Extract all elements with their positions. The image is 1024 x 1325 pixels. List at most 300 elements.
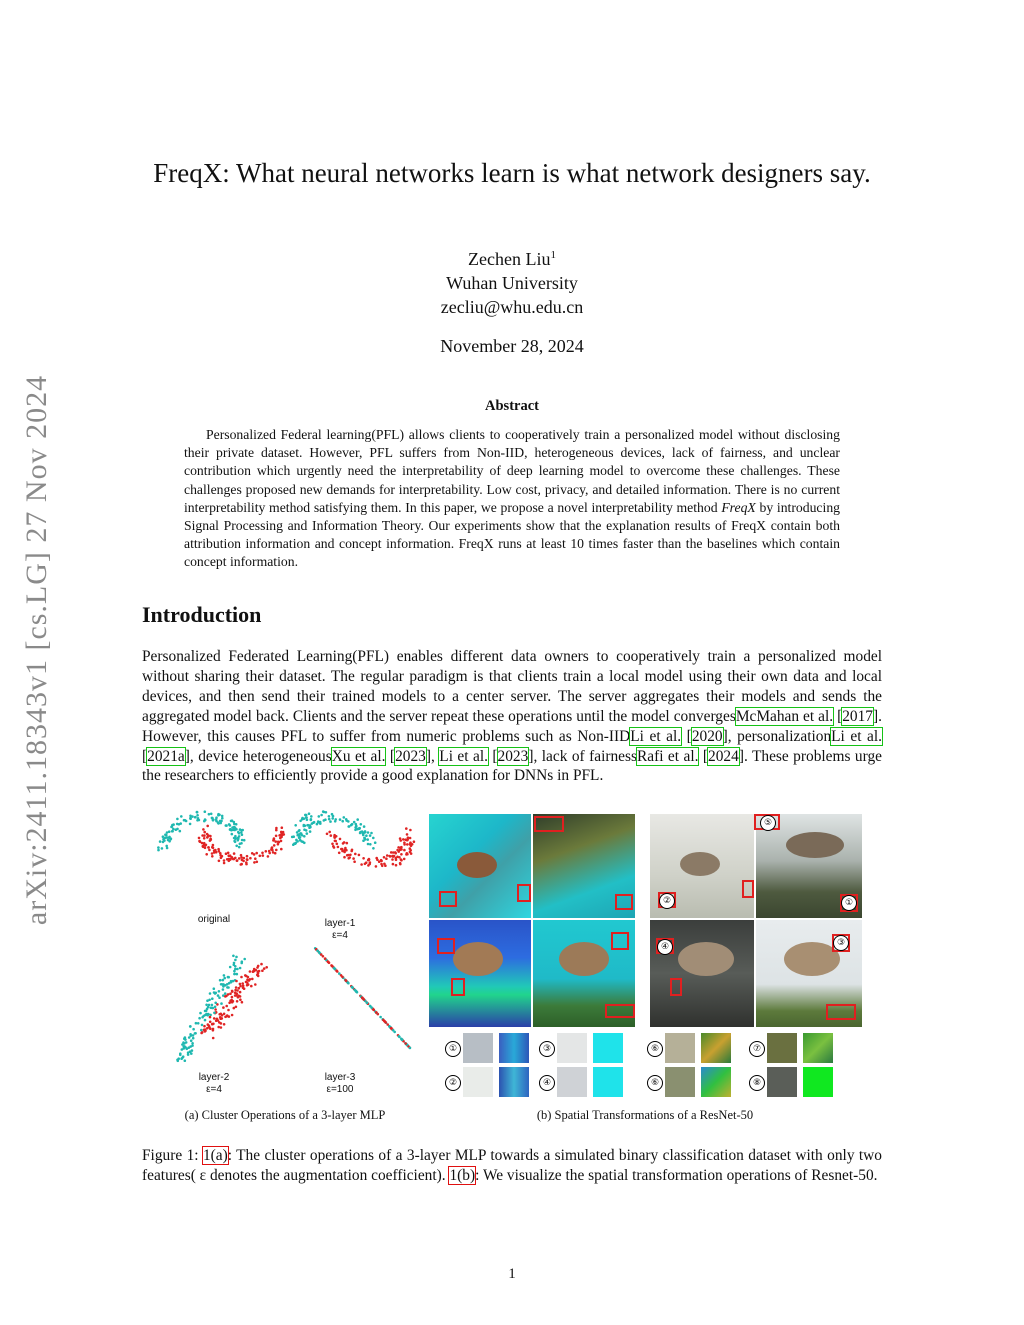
scatter-point <box>413 840 416 843</box>
scatter-point <box>246 855 249 858</box>
patch <box>803 1033 833 1063</box>
introduction-paragraph: Personalized Federated Learning(PFL) enables different data owners to cooperatively train a personalized model without sharing their dataset. The regular paradigm is that clients train a local model using their own data and local devices, and then send their trained models to a center server. The server aggregates their models and sends the aggregated model back. Clients and the server repeat these operations until the model convergesMcMahan et al. [2017]. However, this causes PFL to suffer from numeric problems such as Non-IIDLi et al. [2020], personalizationLi et al. [2021a], device heterogeneousXu et al. [2023], Li et al. [2023], lack of fairnessRafi et al. [2024]. These problems urge the researchers to efficiently provide a good explanation for DNNs in PFL. <box>142 648 882 785</box>
scatter-point <box>234 837 237 840</box>
scatter-point <box>180 1057 183 1060</box>
scatter-point <box>234 959 237 962</box>
scatter-point <box>211 1004 214 1007</box>
scatter-point <box>251 978 254 981</box>
marker-6: ⑥ <box>647 1041 663 1057</box>
scatter-point <box>223 862 226 865</box>
scatter-point <box>256 861 259 864</box>
abstract-heading: Abstract <box>485 398 539 414</box>
scatter-point <box>172 828 175 831</box>
scatter-point <box>385 857 388 860</box>
scatter-point <box>366 1002 369 1005</box>
scatter-point <box>400 858 403 861</box>
marker-2: ② <box>445 1075 461 1091</box>
scatter-point <box>161 847 164 850</box>
highlight-box <box>611 932 629 950</box>
scatter-point <box>312 821 315 824</box>
scatter-point <box>221 815 224 818</box>
scatter-point <box>201 1024 204 1027</box>
scatter-point <box>171 830 174 833</box>
page-number: 1 <box>508 1266 516 1282</box>
scatter-point <box>253 861 256 864</box>
scatter-point <box>225 824 228 827</box>
scatter-point <box>263 967 266 970</box>
scatter-point <box>326 833 329 836</box>
abstract-body <box>184 426 840 572</box>
scatter-point <box>262 854 265 857</box>
scatter-point <box>192 1034 195 1037</box>
scatter-point <box>341 848 344 851</box>
scatter-point <box>318 815 321 818</box>
scatter-point <box>195 1022 198 1025</box>
scatter-point <box>247 983 250 986</box>
scatter-point <box>303 818 306 821</box>
scatter-point <box>239 995 242 998</box>
scatter-point <box>409 829 412 832</box>
scatter-point <box>376 859 379 862</box>
scatter-point <box>399 846 402 849</box>
scatter-point <box>238 857 241 860</box>
scatter-point <box>223 1013 226 1016</box>
subcaption-b: (b) Spatial Transformations of a ResNet-50 <box>536 1108 754 1122</box>
patch <box>767 1033 797 1063</box>
scatter-point <box>233 973 236 976</box>
scatter-point <box>203 834 206 837</box>
scatter-point <box>166 831 169 834</box>
scatter-point <box>339 838 342 841</box>
patch <box>803 1067 833 1097</box>
scatter-point <box>227 976 230 979</box>
arxiv-identifier: arXiv:2411.18343v1 [cs.LG] 27 Nov 2024 <box>20 374 53 926</box>
scatter-point <box>191 1049 194 1052</box>
scatter-point <box>209 1016 212 1019</box>
scatter-point <box>360 823 363 826</box>
scatter-point <box>198 840 201 843</box>
scatter-point <box>221 817 224 820</box>
scatter-point <box>386 854 389 857</box>
intro-text: , personalization <box>727 727 832 745</box>
scatter-point <box>218 860 221 863</box>
scatter-point <box>258 970 261 973</box>
scatter-point <box>399 839 402 842</box>
scatter-point <box>157 849 160 852</box>
scatter-point <box>215 851 218 854</box>
scatter-point <box>231 996 234 999</box>
scatter-point <box>207 834 210 837</box>
scatter-point <box>280 840 283 843</box>
scatter-point <box>219 854 222 857</box>
caption-prefix: Figure 1: <box>142 1147 203 1164</box>
scatter-point <box>401 1039 404 1042</box>
citation-link[interactable]: McMahan et al. <box>735 707 834 725</box>
marker-4: ④ <box>539 1075 555 1091</box>
intro-text: . These problems urge the researchers to efficiently provide a good explanation for DNNs in PFL. <box>142 747 882 785</box>
scatter-point <box>209 1014 212 1017</box>
scatter-point <box>299 832 302 835</box>
scatter-point <box>362 839 365 842</box>
scatter-point <box>336 843 339 846</box>
scatter-point <box>308 812 311 815</box>
scatter-point <box>265 850 268 853</box>
scatter-point <box>190 1052 193 1055</box>
citation-year-link[interactable]: 2021a <box>147 747 185 765</box>
scatter-point <box>210 813 213 816</box>
highlight-box <box>742 880 754 898</box>
scatter-point <box>370 832 373 835</box>
scatter-point <box>240 976 243 979</box>
scatter-point <box>410 845 413 848</box>
scatter-point <box>379 1016 382 1019</box>
scatter-point <box>274 840 277 843</box>
scatter-point <box>215 1019 218 1022</box>
intro-text: . However, this causes PFL to suffer from numeric problems such as Non-IID <box>142 707 882 745</box>
scatter-point <box>214 1002 217 1005</box>
scatter-point <box>214 992 217 995</box>
scatter-point <box>192 1037 195 1040</box>
marker-3: ③ <box>539 1041 555 1057</box>
scatter-point <box>241 859 244 862</box>
citation-year-link[interactable]: 2024 <box>708 747 739 765</box>
scatter-point <box>283 833 286 836</box>
scatter-point <box>341 820 344 823</box>
scatter-point <box>406 838 409 841</box>
scatter-point <box>211 1023 214 1026</box>
label-layer-1: layer-1 <box>324 918 356 929</box>
scatter-point <box>233 826 236 829</box>
scatter-point <box>205 1004 208 1007</box>
marker-8: ⑧ <box>749 1075 765 1091</box>
scatter-point <box>222 979 225 982</box>
citation-year-link[interactable]: 2023 <box>497 747 529 765</box>
scatter-point <box>322 955 325 958</box>
citation-year-link[interactable]: 2017 <box>842 707 873 725</box>
scatter-point <box>234 835 237 838</box>
scatter-point <box>241 982 244 985</box>
abstract-method-name: FreqX <box>721 499 756 515</box>
bird-shape <box>457 852 497 878</box>
date: November 28, 2024 <box>440 336 584 356</box>
scatter-point <box>204 818 207 821</box>
scatter-point <box>334 840 337 843</box>
scatter-point <box>231 833 234 836</box>
citation-link[interactable]: Li et al. <box>831 727 882 745</box>
scatter-point <box>335 969 338 972</box>
scatter-point <box>233 964 236 967</box>
scatter-point <box>229 828 232 831</box>
scatter-point <box>354 829 357 832</box>
scatter-point <box>383 863 386 866</box>
scatter-point <box>199 1012 202 1015</box>
scatter-point <box>402 838 405 841</box>
paper-title: FreqX: What neural networks learn is what network designers say. <box>153 158 871 188</box>
scatter-point <box>342 842 345 845</box>
scatter-point <box>217 821 220 824</box>
patch <box>665 1033 695 1063</box>
scatter-point <box>281 826 284 829</box>
bird-shape <box>453 942 503 976</box>
scatter-point <box>218 1021 221 1024</box>
bird-shape <box>680 852 720 876</box>
scatter-point <box>392 851 395 854</box>
scatter-point <box>165 845 168 848</box>
scatter-point <box>232 955 235 958</box>
scatter-point <box>208 813 211 816</box>
scatter-point <box>397 850 400 853</box>
scatter-point <box>206 1008 209 1011</box>
patch <box>463 1067 493 1097</box>
citation-link[interactable]: Xu et al. <box>331 747 386 765</box>
marker-3: ③ <box>833 935 849 951</box>
scatter-point <box>257 965 260 968</box>
label-layer-3: layer-3 <box>324 1072 356 1083</box>
scatter-point <box>231 1014 234 1017</box>
highlight-box <box>615 894 633 910</box>
scatter-point <box>351 823 354 826</box>
scatter-point <box>280 848 283 851</box>
scatter-point <box>220 1013 223 1016</box>
scatter-point <box>184 819 187 822</box>
scatter-point <box>198 1017 201 1020</box>
scatter-point <box>327 961 330 964</box>
scatter-point <box>406 833 409 836</box>
scatter-point <box>213 1012 216 1015</box>
scatter-point <box>305 816 308 819</box>
scatter-point <box>296 834 299 837</box>
intro-text: Personalized Federated Learning(PFL) enables different data owners to cooperatively train a personalized model without sharing their dataset. The regular paradigm is that clients train a local model using their own data and local devices, and then send their trained models to a center server. The server aggregates their models and sends the aggregated model back. Clients and the server repeat these operations until the model converges <box>142 648 882 725</box>
scatter-point <box>239 998 242 1001</box>
scatter-point <box>320 814 323 817</box>
scatter-point <box>225 1005 228 1008</box>
citation-link[interactable]: Rafi et al. <box>636 747 699 765</box>
scatter-point <box>162 838 165 841</box>
scatter-point <box>273 844 276 847</box>
scatter-point <box>395 864 398 867</box>
scatter-point <box>273 838 276 841</box>
scatter-point <box>205 853 208 856</box>
scatter-point <box>366 838 369 841</box>
scatter-point <box>206 999 209 1002</box>
scatter-point <box>214 1006 217 1009</box>
scatter-point <box>233 1007 236 1010</box>
citation-year-link[interactable]: 2023 <box>395 747 426 765</box>
figure-ref-link[interactable]: 1(b) <box>449 1167 476 1184</box>
scatter-point <box>309 830 312 833</box>
scatter-point <box>209 1027 212 1030</box>
intro-text: , <box>430 747 440 765</box>
citation-link[interactable]: Li et al. <box>439 747 488 765</box>
patch <box>701 1067 731 1097</box>
scatter-point <box>236 1000 239 1003</box>
scatter-point <box>316 949 319 952</box>
scatter-point <box>168 840 171 843</box>
scatter-point <box>240 854 243 857</box>
scatter-point <box>409 1047 412 1050</box>
scatter-point <box>205 1013 208 1016</box>
scatter-point <box>331 843 334 846</box>
scatter-point <box>274 852 277 855</box>
figure-1b-right-grid <box>650 814 862 1027</box>
scatter-point <box>189 817 192 820</box>
scatter-point <box>382 1019 385 1022</box>
scatter-point <box>162 835 165 838</box>
scatter-point <box>185 1041 188 1044</box>
figure-1a-cluster-plots <box>150 808 420 1108</box>
scatter-point <box>310 818 313 821</box>
scatter-point <box>203 831 206 834</box>
scatter-point <box>239 991 242 994</box>
marker-2: ② <box>659 893 675 909</box>
scatter-point <box>197 1022 200 1025</box>
scatter-point <box>231 990 234 993</box>
scatter-point <box>242 987 245 990</box>
scatter-point <box>409 851 412 854</box>
scatter-point <box>354 990 357 993</box>
marker-1: ① <box>841 895 857 911</box>
patch <box>593 1033 623 1063</box>
scatter-point <box>339 818 342 821</box>
scatter-point <box>232 829 235 832</box>
scatter-point <box>223 859 226 862</box>
scatter-point <box>240 831 243 834</box>
scatter-point <box>204 1028 207 1031</box>
scatter-point <box>261 969 264 972</box>
scatter-point <box>214 1008 217 1011</box>
scatter-point <box>351 849 354 852</box>
scatter-point <box>324 818 327 821</box>
scatter-point <box>248 979 251 982</box>
scatter-point <box>205 844 208 847</box>
scatter-point <box>245 975 248 978</box>
scatter-point <box>250 985 253 988</box>
scatter-point <box>234 994 237 997</box>
scatter-point <box>257 972 260 975</box>
scatter-point <box>189 1025 192 1028</box>
scatter-point <box>398 1035 401 1038</box>
highlight-box <box>517 884 531 902</box>
scatter-point <box>260 963 263 966</box>
scatter-point <box>277 843 280 846</box>
scatter-point <box>334 818 337 821</box>
scatter-point <box>280 836 283 839</box>
scatter-point <box>268 850 271 853</box>
scatter-point <box>406 843 409 846</box>
scatter-point <box>346 842 349 845</box>
scatter-point <box>196 819 199 822</box>
scatter-point <box>235 980 238 983</box>
scatter-point <box>277 841 280 844</box>
scatter-point <box>226 1014 229 1017</box>
scatter-point <box>255 852 258 855</box>
scatter-point <box>403 849 406 852</box>
scatter-point <box>233 852 236 855</box>
scatter-point <box>375 1011 378 1014</box>
scatter-point <box>300 840 303 843</box>
scatter-point <box>175 828 178 831</box>
scatter-point <box>187 1053 190 1056</box>
scatter-point <box>332 815 335 818</box>
label-layer-1-eps: ε=4 <box>332 930 348 941</box>
scatter-point <box>245 981 248 984</box>
scatter-point <box>227 852 230 855</box>
scatter-point <box>232 980 235 983</box>
scatter-point <box>381 865 384 868</box>
scatter-point <box>234 989 237 992</box>
scatter-point <box>233 823 236 826</box>
scatter-point <box>191 1044 194 1047</box>
scatter-point <box>209 992 212 995</box>
abstract-text-2: by introducing Signal Processing and Information Theory. Our experiments show that the explanation results of FreqX contain both attribution information and concept information. FreqX runs at least 10 times faster than the baselines which contain concept information. <box>184 499 841 570</box>
scatter-point <box>182 1045 185 1048</box>
scatter-point <box>275 829 278 832</box>
figure-1b-left-grid <box>429 814 635 1027</box>
scatter-point <box>234 968 237 971</box>
scatter-point <box>332 845 335 848</box>
figure-1b-patches <box>443 1033 863 1099</box>
scatter-point <box>367 831 370 834</box>
scatter-point <box>209 1021 212 1024</box>
scatter-point <box>189 815 192 818</box>
scatter-point <box>364 831 367 834</box>
label-layer-2: layer-2 <box>198 1072 230 1083</box>
scatter-point <box>176 818 179 821</box>
scatter-point <box>403 841 406 844</box>
scatter-point <box>345 979 348 982</box>
scatter-point <box>223 974 226 977</box>
scatter-point <box>204 847 207 850</box>
scatter-point <box>383 856 386 859</box>
label-layer-3-eps: ε=100 <box>326 1084 354 1095</box>
citation-year-link[interactable]: 2020 <box>691 727 723 745</box>
scatter-point <box>203 1025 206 1028</box>
scatter-point <box>380 860 383 863</box>
scatter-point <box>352 857 355 860</box>
scatter-point <box>369 834 372 837</box>
scatter-point <box>194 1032 197 1035</box>
scatter-point <box>168 837 171 840</box>
scatter-point <box>294 824 297 827</box>
scatter-point <box>293 842 296 845</box>
highlight-box <box>605 1004 635 1018</box>
scatter-point <box>240 856 243 859</box>
scatter-point <box>338 852 341 855</box>
scatter-point <box>364 837 367 840</box>
scatter-point <box>306 832 309 835</box>
scatter-point <box>375 865 378 868</box>
scatter-point <box>159 840 162 843</box>
scatter-point <box>188 1036 191 1039</box>
scatter-point <box>338 972 341 975</box>
bird-shape <box>678 942 734 976</box>
scatter-point <box>325 811 328 814</box>
citation-link[interactable]: Li et al. <box>630 727 682 745</box>
affiliation: Wuhan University <box>446 273 578 293</box>
scatter-point <box>351 986 354 989</box>
intro-text: , lack of fairness <box>533 747 637 765</box>
scatter-point <box>306 824 309 827</box>
scatter-point <box>213 1017 216 1020</box>
scatter-point <box>359 832 362 835</box>
scatter-point <box>210 1007 213 1010</box>
scatter-point <box>405 853 408 856</box>
scatter-point <box>267 855 270 858</box>
highlight-box <box>451 978 465 996</box>
figure-ref-link[interactable]: 1(a) <box>202 1147 228 1164</box>
scatter-point <box>270 848 273 851</box>
scatter-point <box>392 855 395 858</box>
